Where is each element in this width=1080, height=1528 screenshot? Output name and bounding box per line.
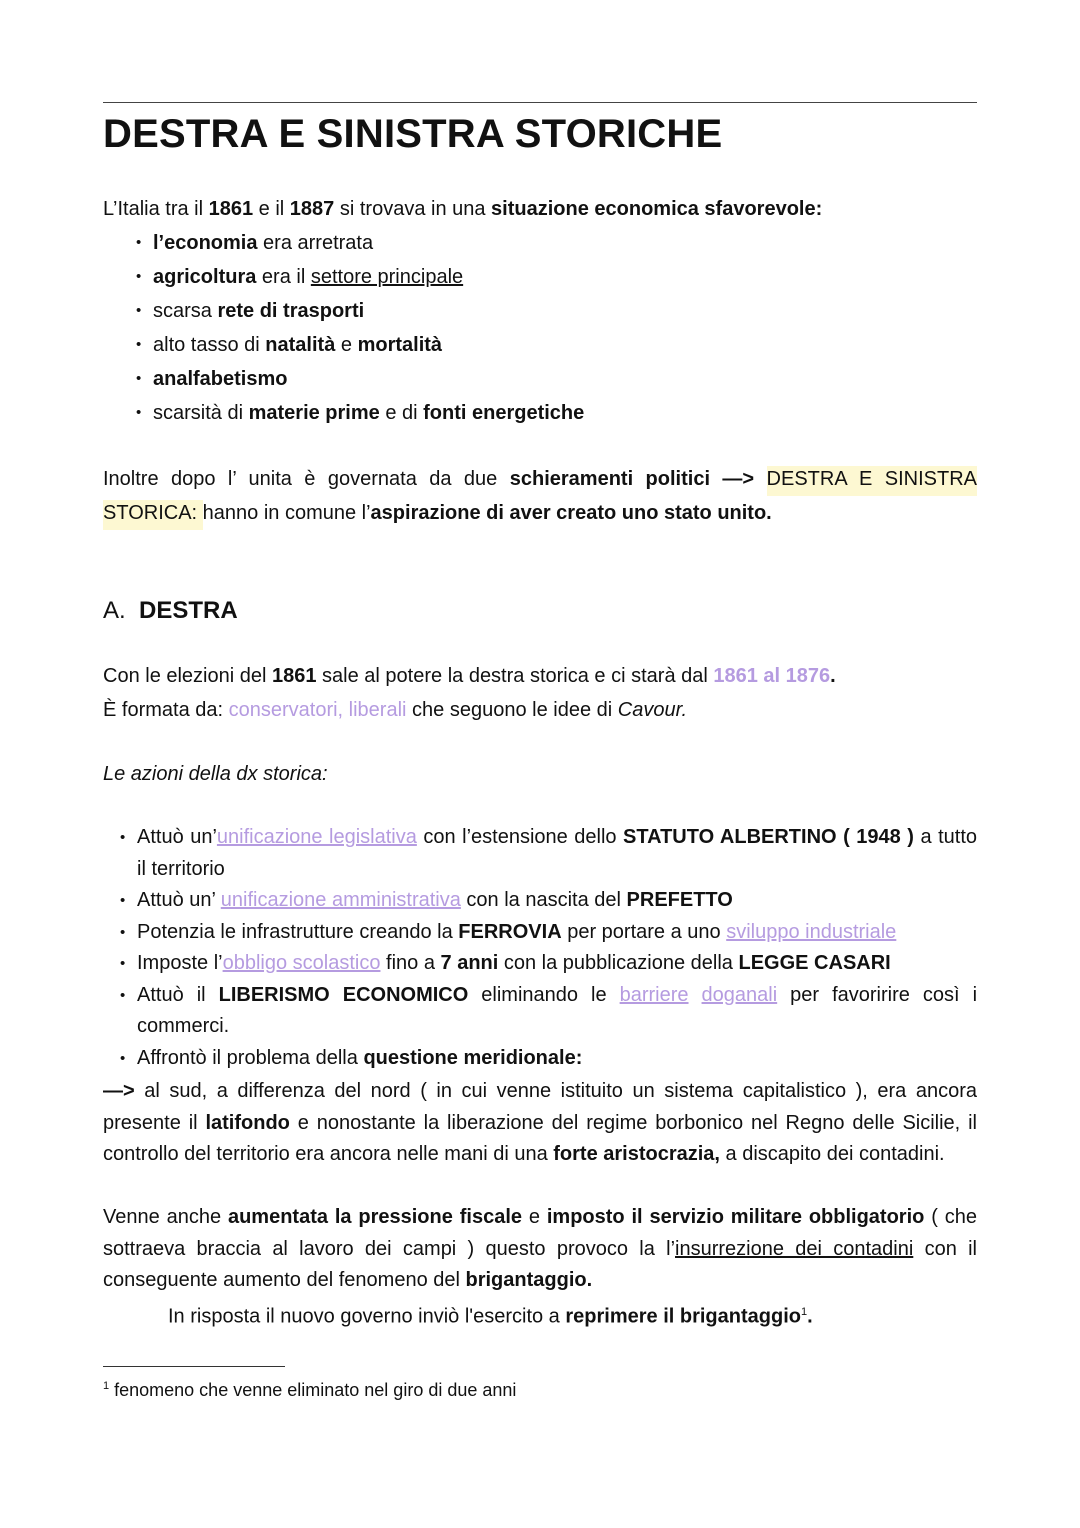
text-run: imposto il servizio militare obbligatorio: [546, 1206, 925, 1228]
text-run: mortalità: [357, 334, 443, 356]
text-run: Le azioni della dx storica:: [103, 763, 328, 785]
text-run: a tutto il territorio: [137, 826, 977, 880]
link-text[interactable]: unificazione legislativa: [216, 826, 417, 848]
text-run: scarsa: [153, 300, 218, 322]
text-run: sale al potere la destra storica e ci starà dal: [316, 665, 714, 687]
text-run: 1887: [289, 198, 335, 220]
text-run: fonti energetiche: [423, 402, 585, 424]
text-run: a discapito dei contadini.: [719, 1143, 945, 1165]
text-run: scarsità di: [153, 402, 249, 424]
text-run: [689, 984, 702, 1006]
list-item: [153, 396, 584, 430]
text-run: alto tasso di: [153, 334, 266, 356]
page-title: DESTRA E SINISTRA STORICHE: [103, 112, 723, 156]
text-run: FERROVIA: [458, 920, 562, 943]
text-run: insurrezione dei contadini: [675, 1237, 914, 1260]
text-run: fino a: [380, 952, 441, 974]
text-run: 1861 al 1876: [713, 665, 831, 687]
section-title: DESTRA: [139, 597, 238, 624]
text-run: Attuò un’: [137, 889, 221, 911]
text-run: 1861: [272, 665, 317, 687]
text-run: con la pubblicazione della: [498, 952, 739, 974]
text-run: —>: [103, 1080, 135, 1102]
footnote-divider: [103, 1366, 285, 1367]
text-run: analfabetismo: [153, 368, 288, 390]
text-run: aspirazione di aver creato uno stato unito.: [370, 502, 772, 524]
footnote-text: fenomeno che venne eliminato nel giro di due anni: [109, 1380, 517, 1400]
text-run: schieramenti politici —>: [509, 468, 755, 490]
text-run: natalità: [265, 334, 336, 356]
text-run: con la nascita del: [460, 889, 627, 911]
list-item: [137, 948, 977, 980]
text-run: L’Italia tra il: [103, 198, 209, 220]
list-item: [153, 328, 584, 362]
text-run: STATUTO ALBERTINO ( 1948 ): [623, 826, 914, 848]
text-run: Cavour.: [617, 699, 688, 721]
highlighted-text: DESTRA E SINISTRA STORICA:: [103, 466, 977, 530]
text-run: materie prime: [248, 402, 380, 424]
text-run: questione meridionale:: [363, 1046, 583, 1069]
text-run: l’economia: [153, 232, 258, 254]
fiscal-paragraph: [103, 1202, 977, 1297]
text-run: 1: [800, 1306, 808, 1318]
text-run: ( che sottraeva braccia al lavoro dei campi ) questo provoco la l’: [103, 1206, 977, 1260]
text-run: reprimere il brigantaggio: [565, 1305, 801, 1328]
text-run: forte aristocrazia,: [553, 1143, 720, 1165]
text-run: aumentata la pressione fiscale: [227, 1206, 522, 1228]
text-run: Venne anche: [103, 1206, 228, 1228]
footnote: [103, 1380, 516, 1401]
text-run: Attuò un’: [137, 826, 217, 848]
text-run: Attuò il: [137, 983, 219, 1006]
text-run: Con le elezioni del: [103, 665, 272, 687]
text-run: 7 anni: [440, 952, 499, 974]
top-divider: [103, 102, 977, 103]
text-run: settore principale: [310, 266, 464, 288]
text-run: Potenzia le infrastrutture creando la: [137, 920, 459, 943]
link-text[interactable]: barriere: [619, 983, 689, 1006]
text-run: .: [830, 665, 836, 687]
text-run: .: [807, 1305, 813, 1328]
text-run: e nonostante la liberazione del regime borbonico nel Regno delle Sicilie, il controllo del territorio era ancora nelle mani di una: [103, 1111, 977, 1165]
text-run: LEGGE CASARI: [738, 952, 891, 974]
list-item: [153, 260, 584, 294]
text-run: PREFETTO: [626, 889, 733, 911]
actions-list: [137, 822, 977, 1074]
intro-paragraph: [103, 192, 977, 226]
footnote-mark: 1: [103, 1380, 110, 1392]
text-run: e il: [253, 198, 290, 220]
elections-paragraph: [103, 659, 977, 693]
list-item: [137, 1043, 977, 1075]
list-item: [153, 294, 584, 328]
list-item: [153, 226, 584, 260]
text-run: LIBERISMO ECONOMICO: [218, 983, 469, 1006]
text-run: era arretrata: [257, 232, 374, 254]
link-text[interactable]: obbligo scolastico: [222, 952, 381, 974]
text-run: brigantaggio.: [465, 1269, 593, 1291]
text-run: rete di trasporti: [217, 300, 365, 322]
link-text[interactable]: sviluppo industriale: [726, 920, 897, 943]
text-run: agricoltura: [153, 266, 257, 288]
list-item: [153, 362, 584, 396]
text-run: era il: [256, 266, 311, 288]
text-run: Inoltre dopo l’ unita è governata da due: [103, 468, 510, 490]
political-paragraph: [103, 462, 977, 530]
text-run: con l’estensione dello: [416, 826, 624, 848]
text-run: latifondo: [205, 1111, 290, 1134]
response-paragraph: [103, 1297, 977, 1333]
text-run: Affrontò il problema della: [137, 1046, 364, 1069]
list-item: [137, 980, 977, 1043]
list-item: [137, 885, 977, 917]
south-paragraph: [103, 1076, 977, 1171]
link-text[interactable]: doganali: [701, 983, 778, 1006]
text-run: e: [522, 1206, 547, 1228]
composition-paragraph: [103, 693, 977, 727]
list-item: [137, 822, 977, 885]
text-run: È formata da:: [103, 699, 229, 721]
text-run: conservatori, liberali: [228, 699, 407, 721]
text-run: per portare a uno: [561, 920, 727, 943]
text-run: per favoririre così i commerci.: [137, 983, 978, 1037]
text-run: con il conseguente aumento del fenomeno del: [103, 1237, 978, 1291]
text-run: 1861: [208, 198, 254, 220]
economic-conditions-list: [153, 226, 584, 430]
link-text[interactable]: unificazione amministrativa: [220, 889, 461, 911]
text-run: Imposte l’: [137, 952, 223, 974]
actions-heading: [103, 757, 977, 791]
text-run: In risposta il nuovo governo inviò l'esercito a: [168, 1305, 566, 1328]
text-run: e: [335, 334, 358, 356]
list-item: [137, 917, 977, 949]
text-run: al sud, a differenza del nord ( in cui venne istituito un sistema capitalistico ), era ancora presente il: [103, 1080, 977, 1134]
text-run: eliminando le: [468, 983, 620, 1006]
section-heading-destra: [103, 594, 977, 628]
text-run: hanno in comune l’: [202, 502, 371, 524]
text-run: situazione economica sfavorevole:: [491, 198, 823, 220]
text-run: [754, 468, 766, 490]
text-run: e di: [379, 402, 424, 424]
text-run: che seguono le idee di: [406, 699, 618, 721]
section-letter: A.: [103, 597, 126, 624]
text-run: si trovava in una: [334, 198, 492, 220]
